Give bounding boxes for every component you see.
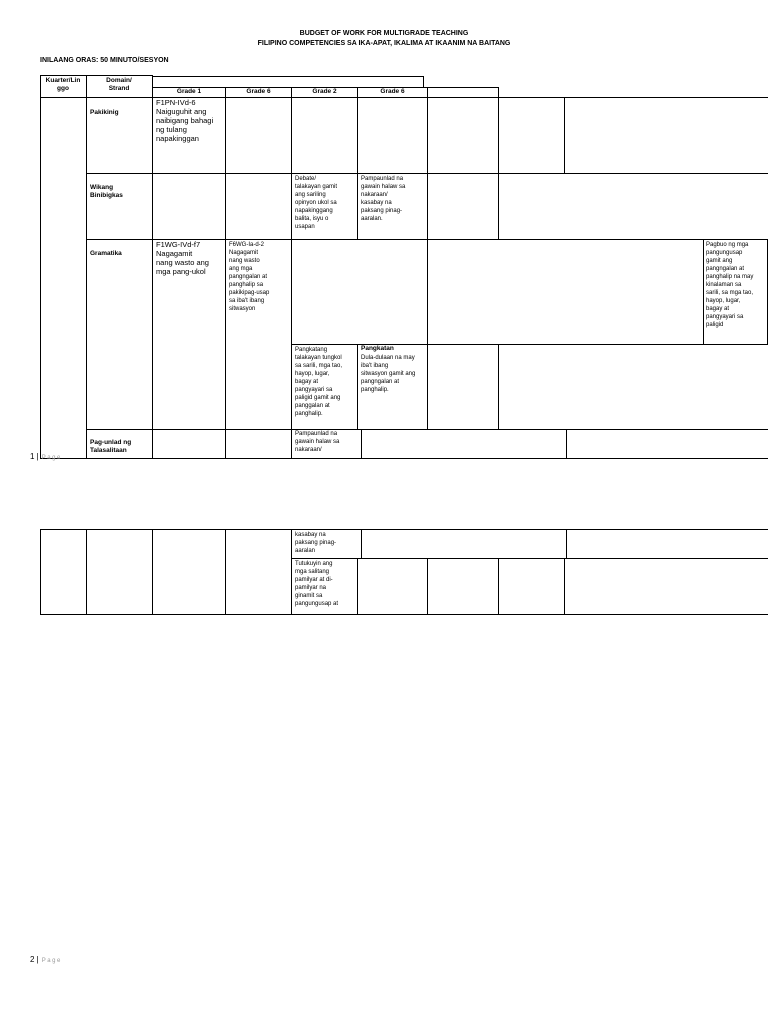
domain-gramatika: Gramatika — [90, 250, 122, 257]
gramatika-pangkatan-heading: Pangkatan — [361, 345, 394, 352]
document-title: BUDGET OF WORK FOR MULTIGRADE TEACHING — [299, 30, 469, 37]
gramatika-grade1-competency: F1WG-IVd-f7 Nagagamit nang wasto ang mga pang-ukol — [156, 240, 209, 276]
pagunlad-grade2-activity: Pampaunlad na gawain halaw sa nakaraan/ — [295, 431, 340, 453]
time-allotment: INILAANG ORAS: 50 MINUTO/SESYON — [40, 57, 169, 64]
header-quarter-week: Kuarter/Lin ggo — [45, 77, 81, 92]
gramatika-grade2-group-discussion: Pangkatang talakayan tungkol sa sarili, mga tao, hayop, lugar, bagay at pangyayari sa paligid gamit ang panggalan at panghalip. — [295, 347, 343, 417]
pakikinig-grade1-competency: F1PN-IVd-6 Naiguguhit ang naibigang bahagi ng tulang napakinggan — [156, 98, 214, 143]
document-subtitle: FILIPINO COMPETENCIES SA IKA-APAT, IKALIMA AT IKAANIM NA BAITANG — [257, 40, 511, 47]
page2-grade2-vocabulary-activity: Tutukuyin ang mga salitang pamilyar at di- pamilyar na ginamit sa pangungusap at — [295, 561, 339, 607]
header-grade-2: Grade 2 — [312, 88, 337, 95]
page2-grade2-activity-continued: kasabay na paksang pinag- aaralan — [295, 532, 337, 554]
header-grade-1: Grade 1 — [176, 88, 202, 95]
domain-wikang-binibigkas: Wikang Binibigkas — [90, 184, 123, 199]
page2-number: 2 — [30, 955, 35, 964]
page1-label: Page — [41, 455, 62, 461]
header-domain-strand: Domain/ Strand — [106, 77, 132, 92]
page1-footer: 1 | Page — [30, 452, 62, 461]
gramatika-sentence-building: Pagbuo ng mga pangungusap gamit ang pangngalan at panghalip na may kinalaman sa sarili, sa mga tao, hayop, lugar, bagay at pangyayari sa paligid — [706, 242, 754, 328]
page2-label: Page — [41, 958, 62, 964]
wikang-grade2-activity: Debate/ talakayan gamit ang sariling opinyon ukol sa napakinggang balita, isyu o usapan — [295, 176, 338, 230]
header-grade-6-b: Grade 6 — [380, 88, 405, 95]
page1-number: 1 — [30, 452, 35, 461]
gramatika-grade6-role-play: Dula-dulaan na may iba't ibang sitwasyon gamit ang pangngalan at panghalip. — [361, 355, 416, 393]
gramatika-grade6-competency: F6WG-Ia-d-2 Nagagamit nang wasto ang mga pangngalan at panghalip sa pakikipag-usap sa iba't ibang sitwasyon — [229, 242, 270, 312]
domain-pagunlad-talasalitaan: Pag-unlad ng Talasalitaan — [90, 439, 132, 454]
header-grade-6-a: Grade 6 — [246, 88, 271, 95]
domain-pakikinig: Pakikinig — [90, 109, 119, 116]
page2-footer: 2 | Page — [30, 955, 62, 964]
wikang-grade6-activity: Pampaunlad na gawain halaw sa nakaraan/ kasabay na paksang pinag- aaralan. — [361, 176, 406, 222]
